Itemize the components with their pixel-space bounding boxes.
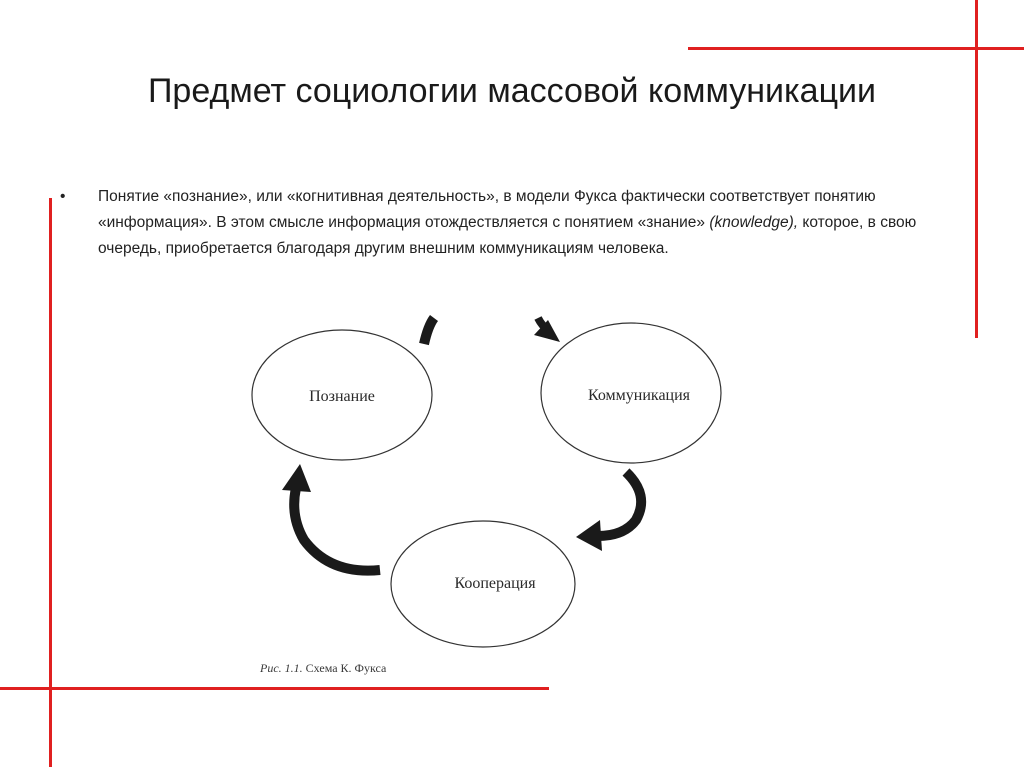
slide-title: Предмет социологии массовой коммуникации [147,72,877,110]
diagram-caption [259,661,387,675]
arrow-cognition-to-communication [424,318,560,344]
bullet-marker: • [60,188,66,205]
bullet-text-part1: Понятие «познание», или «когнитивная деятельность», в модели Фукса фактически соответствует понятию «информация». В этом смысле информация отождествляется с понятием «знание» [98,188,876,231]
caption-title: Схема К. Фукса [302,661,387,675]
node-cooperation-label: Кооперация [454,575,536,592]
caption-figure-number: Рис. 1.1. [260,661,303,675]
node-communication-label: Коммуникация [587,387,691,404]
node-cognition-label: Познание [309,388,375,405]
arrow-cooperation-to-cognition [282,464,380,571]
bullet-text-part2: которое, в свою очередь, приобретается благодаря другим внешним коммуникациям человека. [98,214,917,257]
arrow-communication-to-cooperation [576,472,641,551]
bullet-text-italic: (knowledge), [709,214,799,231]
